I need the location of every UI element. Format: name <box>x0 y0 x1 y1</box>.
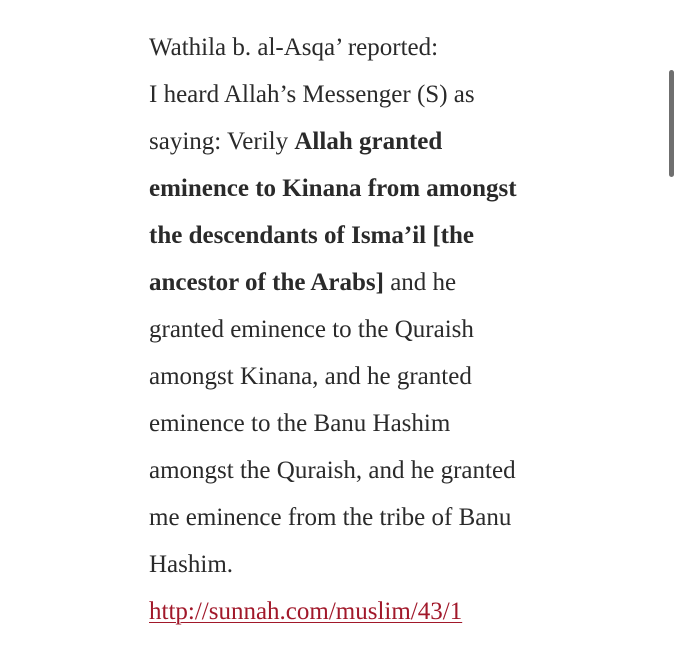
hadith-text-segment: Wathila b. al-Asqa’ reported: <box>149 34 439 61</box>
hadith-emphasis-text: Allah granted <box>294 128 443 155</box>
hadith-line <box>149 306 549 353</box>
hadith-text-segment: Hashim. <box>149 551 234 578</box>
hadith-line <box>149 400 549 447</box>
hadith-text-segment: me eminence from the tribe of Banu <box>149 504 512 531</box>
hadith-line <box>149 165 549 212</box>
source-link[interactable]: http://sunnah.com/muslim/43/1 <box>149 598 463 625</box>
hadith-line <box>149 118 549 165</box>
hadith-line <box>149 71 549 118</box>
vertical-scrollbar[interactable] <box>669 70 674 177</box>
hadith-text-segment: and he <box>383 269 457 296</box>
hadith-text-segment: saying: Verily <box>149 128 295 155</box>
hadith-line <box>149 494 549 541</box>
hadith-emphasis-text: eminence to Kinana from amongst <box>149 175 517 202</box>
hadith-line <box>149 541 549 588</box>
hadith-line <box>149 24 549 71</box>
hadith-text <box>149 24 549 588</box>
hadith-text-segment: amongst Kinana, and he granted <box>149 363 472 390</box>
hadith-text-segment: eminence to the Banu Hashim <box>149 410 451 437</box>
hadith-line <box>149 353 549 400</box>
hadith-text-segment: I heard Allah’s Messenger (S) as <box>149 81 475 108</box>
hadith-text-segment: amongst the Quraish, and he granted <box>149 457 516 484</box>
hadith-emphasis-text: ancestor of the Arabs] <box>149 269 384 296</box>
hadith-line <box>149 212 549 259</box>
hadith-emphasis-text: the descendants of Isma’il [the <box>149 222 474 249</box>
hadith-line <box>149 447 549 494</box>
source-link-line <box>149 588 549 635</box>
hadith-text-segment: granted eminence to the Quraish <box>149 316 474 343</box>
hadith-line <box>149 259 549 306</box>
hadith-article <box>149 24 549 635</box>
